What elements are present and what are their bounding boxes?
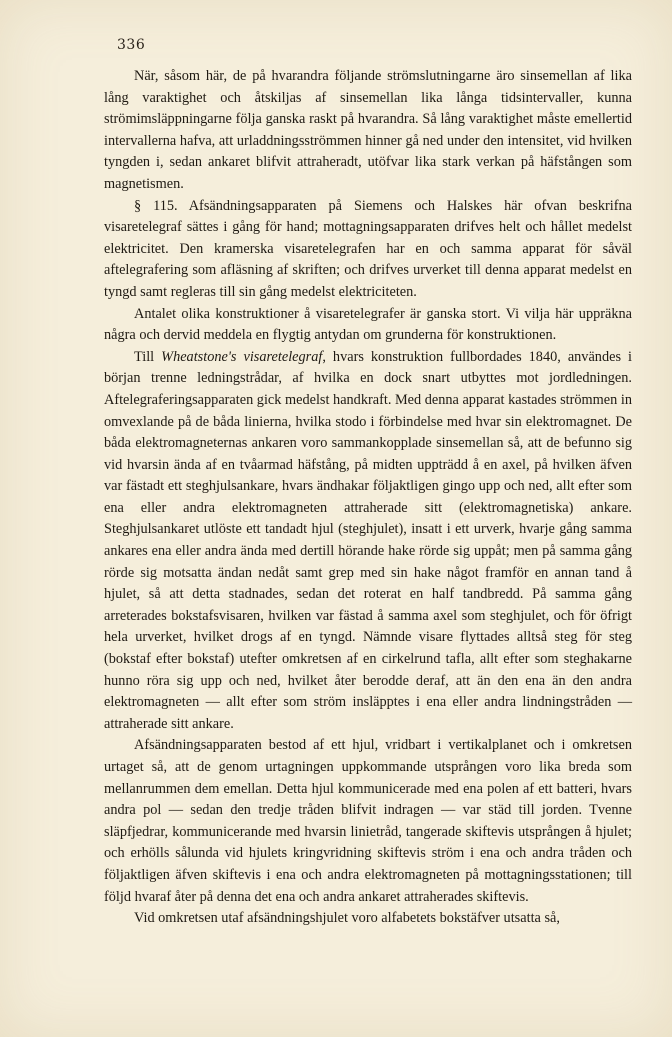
paragraph-6: Vid omkretsen utaf afsändningshjulet voro alfabetets bokstäfver utsatta så, <box>134 910 560 927</box>
page-number: 336 <box>117 37 146 53</box>
body-text <box>104 66 632 930</box>
paragraph-4-body: , hvars konstruktion fullbordades 1840, användes i början trenne ledningstrådar, af hvilka en dock snart utbyttes mot jordledningen. Aftelegraferingsapparaten gick medelst handkraft. Med denna apparat kastades strömmen in omvexlande på de båda linierna, hvilka stodo i förbindelse med hvar sin elektromagnet. De båda elektromagneternas ankaren voro sammankopplade sinsemellan så, att de befunno sig vid hvarsin ända af en tvåarmad häfstång, på midten uppträdd å en axel, på hvilken äfven var fästadt ett steghjulsankare, hvars ändhakar följaktligen gingo upp och ned, allt efter som ena eller andra elektromagneten attraherade sitt (elektromagnetiska) ankare. Steghjulsankaret utlöste ett tandadt hjul (steghjulet), insatt i ett urverk, hvarje gång samma ankares ena eller andra ända med dertill hörande hake rörde sig uppåt; men på samma gång rörde sig motsatta ändan nedåt samt grep med sin hake något framför en annan tand å hjulet, så att detta stadnades, sedan det roterat en half tandbredd. På samma gång arreterades bokstafsvisaren, hvilken var fästad å samma axel som steghjulet, och för öfrigt hela urverket, hvilket drogs af en tyngd. Nämnde visare flyttades alltså steg för steg (bokstaf efter bokstaf) utefter omkretsen af en cirkelrund tafla, allt efter som steghakarne hunno röra sig upp och ned, hvilket åter berodde deraf, att än den ena än den andra elektromagneten — allt efter som ström insläpptes i ena eller andra lindningstråden — attraherade sitt ankare. <box>104 348 632 732</box>
paragraph-4-prefix: Till <box>134 348 162 365</box>
paragraph-5: Afsändningsapparaten bestod af ett hjul, vridbart i vertikalplanet och i omkretsen urtaget så, att de genom urtagningen uppkommande utsprången voro lika breda som mellanrummen dem emellan. Detta hjul kommunicerade med ena polen af ett batteri, hvars andra pol — sedan den tredje tråden blifvit indragen — var städ till jorden. Tvenne släpfjedrar, kommunicerande med hvarsin linietråd, tangerade skiftevis utsprången å hjulet; och erhölls sålunda vid hjulets kringvridning skiftevis ström i ena och andra tråden och följaktligen äfven skiftevis i ena och andra elektromagneten på mottagningsstationen; till följd hvaraf åter på denna det ena och andra ankaret attraherades skiftevis. <box>104 737 632 905</box>
paragraph-4 <box>104 347 632 736</box>
paragraph-3: Antalet olika konstruktioner å visaretelegrafer är ganska stort. Vi vilja här uppräkna några och dervid meddela en flygtig antydan om grunderna för konstruktionen. <box>104 305 632 344</box>
wheatstone-title: Wheatstone's visaretelegraf <box>161 348 323 365</box>
paragraph-1: När, såsom här, de på hvarandra följande strömslutningarne äro sinsemellan af lika lång varaktighet och åtskiljas af sinsemellan lika långa tidsintervaller, kunna strömimsläppningarne följa ganska raskt på hvarandra. Så lång varaktighet måste emellertid intervallerna hafva, att urladdningsströmmen hinner gå ned under den intensitet, vid hvilken tyngden i, sedan ankaret blifvit attraheradt, utöfvar lika stark verkan på häfstången som magnetismen. <box>104 68 632 192</box>
paragraph-2: § 115. Afsändningsapparaten på Siemens och Halskes här ofvan beskrifna visaretelegraf sättes i gång för hand; mottagningsapparaten drifves helt och hållet medelst elektricitet. Den kramerska visaretelegrafen har en och samma apparat för såväl aftelegrafering som afläsning af skriften; och drifves urverket till denna apparat medelst en tyngd samt regleras till sin gång medelst elektriciteten. <box>104 197 632 300</box>
